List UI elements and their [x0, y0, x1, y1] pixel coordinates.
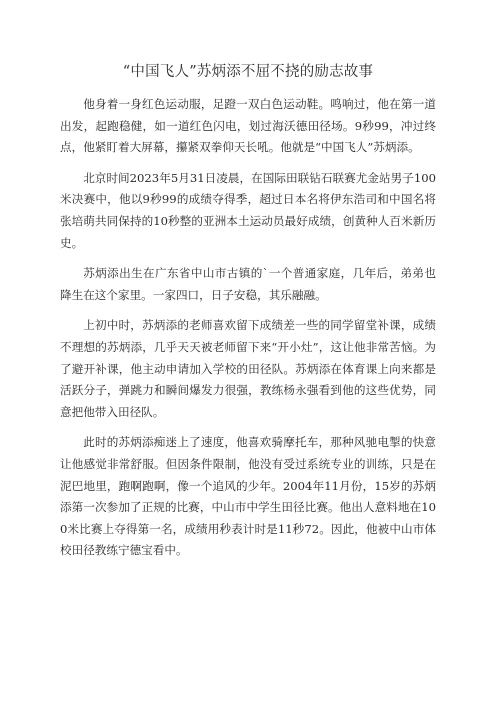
paragraph-1: 他身着一身红色运动服，足蹬一双白色运动鞋。鸣响过，他在第一道出发，起跑稳健，如一道红色闪电，划过海沃德田径场。9秒99，冲过终点，他紧盯着大屏幕，攥紧双拳仰天长吼。他就是“中国飞人”苏炳添。	[60, 97, 436, 155]
document-body	[60, 94, 436, 571]
paragraph-5: 此时的苏炳添痴迷上了速度，他喜欢骑摩托车，那种风驰电掣的快意让他感觉非常舒服。但因条件限制，他没有受过系统专业的训练，只是在泥巴地里，跑啊跑啊，像一个追风的少年。2004年11月份，15岁的苏炳添第一次参加了正规的比赛，中山市中学生田径比赛。他出人意料地在100米比赛上夺得第一名，成绩用秒表计时是11秒72。因此，他被中山市体校田径教练宁德宝看中。	[60, 435, 436, 558]
paragraph-2: 北京时间2023年5月31日凌晨，在国际田联钻石联赛尤金站男子100米决赛中，他以9秒99的成绩夺得季，超过日本名将伊东浩司和中国名将张培萌共同保持的10秒整的亚洲本土运动员最好成绩，创黄种人百米新历史。	[60, 170, 436, 250]
document-title: “中国飞人”苏炳添不屈不挠的励志故事	[122, 64, 374, 80]
paragraph-3: 苏炳添出生在广东省中山市古镇的`一个普通家庭，几年后，弟弟也降生在这个家里。一家四口，日子安稳，其乐融融。	[60, 266, 436, 302]
paragraph-4: 上初中时，苏炳添的老师喜欢留下成绩差一些的同学留堂补课，成绩不理想的苏炳添，几乎天天被老师留下来“开小灶”，这让他非常苦恼。为了避开补课，他主动申请加入学校的田径队。苏炳添在体育课上向来都是活跃分子，弹跳力和瞬间爆发力很强，教练杨永强看到他的这些优势，同意把他带入田径队。	[60, 318, 436, 419]
